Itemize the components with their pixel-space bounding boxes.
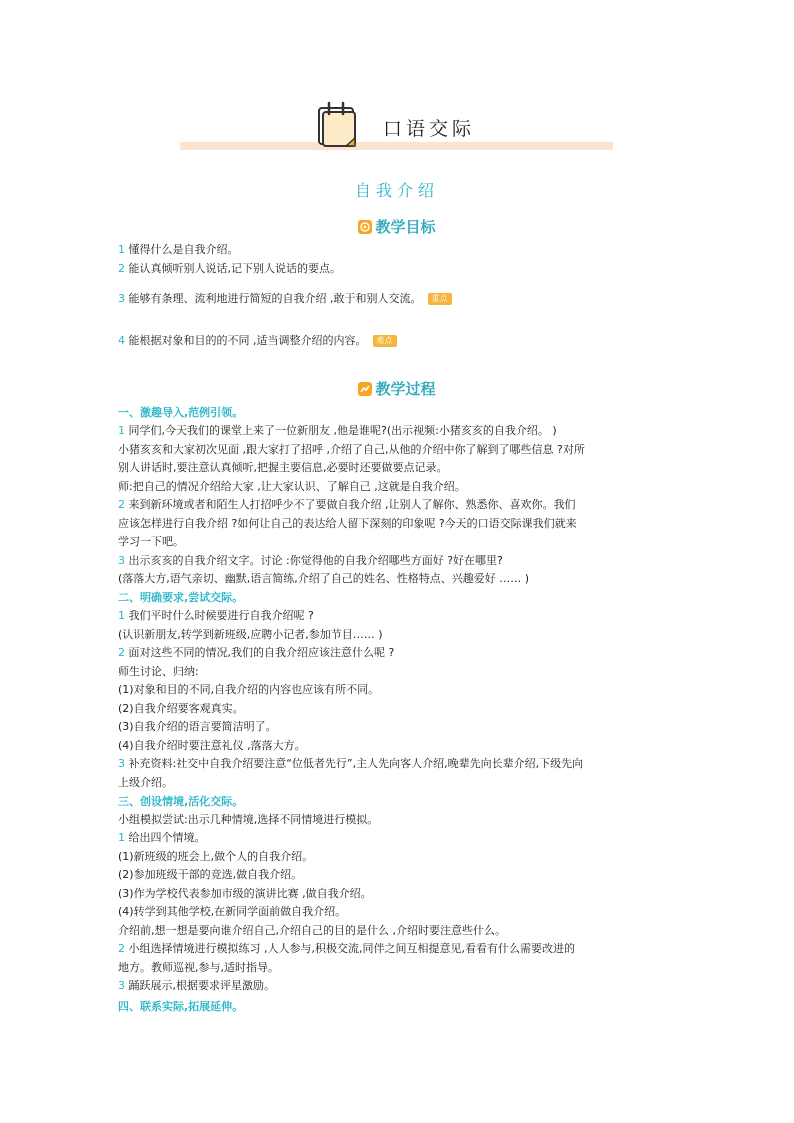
paragraph-line: 地方。教师巡视,参与,适时指导。 <box>118 961 279 974</box>
paragraph-line: 应该怎样进行自我介绍 ?如何让自己的表达给人留下深刻的印象呢 ?今天的口语交际课我们就来 <box>118 517 577 530</box>
paragraph-line: 学习一下吧。 <box>118 535 184 548</box>
process-heading <box>0 378 794 399</box>
paragraph-line: 师生讨论、归纳: <box>118 665 199 678</box>
page-header <box>180 100 613 150</box>
paragraph-line: 2 来到新环境或者和陌生人打招呼少不了要做自我介绍 ,让别人了解你、熟悉你、喜欢你。我们 <box>118 498 576 511</box>
paragraph-line: 师:把自己的情况介绍给大家 ,让大家认识、了解自己 ,这就是自我介绍。 <box>118 480 466 493</box>
paragraph-line: (1)对象和目的不同,自我介绍的内容也应该有所不同。 <box>118 683 380 696</box>
paragraph-line: 2 小组选择情境进行模拟练习 ,人人参与,积极交流,同伴之间互相提意见,看看有什么需要改进的 <box>118 942 575 955</box>
paragraph-line: 小组模拟尝试:出示几种情境,选择不同情境进行模拟。 <box>118 813 379 826</box>
target-icon <box>358 220 372 234</box>
paragraph-line: (3)自我介绍的语言要简洁明了。 <box>118 720 277 733</box>
key-point-badge: 重点 <box>428 293 452 305</box>
page-title: 口语交际 <box>383 118 476 140</box>
paragraph-line: 小猪亥亥和大家初次见面 ,跟大家打了招呼 ,介绍了自己,从他的介绍中你了解到了哪些信息 ?对所 <box>118 443 585 456</box>
paragraph-line: 1 同学们,今天我们的课堂上来了一位新朋友 ,他是谁呢?(出示视频:小猪亥亥的自我介绍。 ) <box>118 424 557 437</box>
section-title: 二、明确要求,尝试交际。 <box>118 591 244 604</box>
trend-icon <box>358 382 372 396</box>
goal-item: 2 能认真倾听别人说话,记下别人说话的要点。 <box>118 262 341 275</box>
paragraph-line: (4)转学到其他学校,在新同学面前做自我介绍。 <box>118 905 347 918</box>
calendar-icon <box>316 100 360 148</box>
paragraph-line: (认识新朋友,转学到新班级,应聘小记者,参加节目…… ) <box>118 628 383 641</box>
paragraph-line: 3 补充资料:社交中自我介绍要注意“位低者先行”,主人先向客人介绍,晚辈先向长辈介绍,下级先向 <box>118 757 584 770</box>
goals-heading-label: 教学目标 <box>375 218 436 236</box>
paragraph-line: (3)作为学校代表参加市级的演讲比赛 ,做自我介绍。 <box>118 887 372 900</box>
paragraph-line: (1)新班级的班会上,做个人的自我介绍。 <box>118 850 314 863</box>
goal-item: 4 能根据对象和目的的不同 ,适当调整介绍的内容。 难点 <box>118 334 678 348</box>
process-heading-label: 教学过程 <box>375 380 436 398</box>
paragraph-line: 2 面对这些不同的情况,我们的自我介绍应该注意什么呢 ? <box>118 646 395 659</box>
paragraph-line: (落落大方,语气亲切、幽默,语言简练,介绍了自己的姓名、性格特点、兴趣爱好 …… ) <box>118 572 530 585</box>
paragraph-line: 别人讲话时,要注意认真倾听,把握主要信息,必要时还要做要点记录。 <box>118 461 448 474</box>
lesson-title: 自我介绍 <box>354 181 439 200</box>
goal-item: 1 懂得什么是自我介绍。 <box>118 243 239 256</box>
goals-heading <box>0 216 794 237</box>
section-title: 三、创设情境,活化交际。 <box>118 795 244 808</box>
paragraph-line: 1 我们平时什么时候要进行自我介绍呢 ? <box>118 609 314 622</box>
paragraph-line: (2)自我介绍要客观真实。 <box>118 702 244 715</box>
paragraph-line: 3 出示亥亥的自我介绍文字。讨论 :你觉得他的自我介绍哪些方面好 ?好在哪里? <box>118 554 503 567</box>
section-title: 一、激趣导入,范例引领。 <box>118 406 244 419</box>
paragraph-line: 介绍前,想一想是要向谁介绍自己,介绍自己的目的是什么 ,介绍时要注意些什么。 <box>118 924 506 937</box>
paragraph-line: (2)参加班级干部的竞选,做自我介绍。 <box>118 868 303 881</box>
header-underline <box>180 142 613 150</box>
goal-item: 3 能够有条理、流利地进行简短的自我介绍 ,敢于和别人交流。 重点 <box>118 292 678 306</box>
paragraph-line: 3 踊跃展示,根据要求评星激励。 <box>118 979 275 992</box>
paragraph-line: 上级介绍。 <box>118 776 173 789</box>
difficulty-badge: 难点 <box>373 335 397 347</box>
section-title: 四、联系实际,拓展延伸。 <box>118 1000 244 1013</box>
paragraph-line: 1 给出四个情境。 <box>118 831 206 844</box>
paragraph-line: (4)自我介绍时要注意礼仪 ,落落大方。 <box>118 739 306 752</box>
